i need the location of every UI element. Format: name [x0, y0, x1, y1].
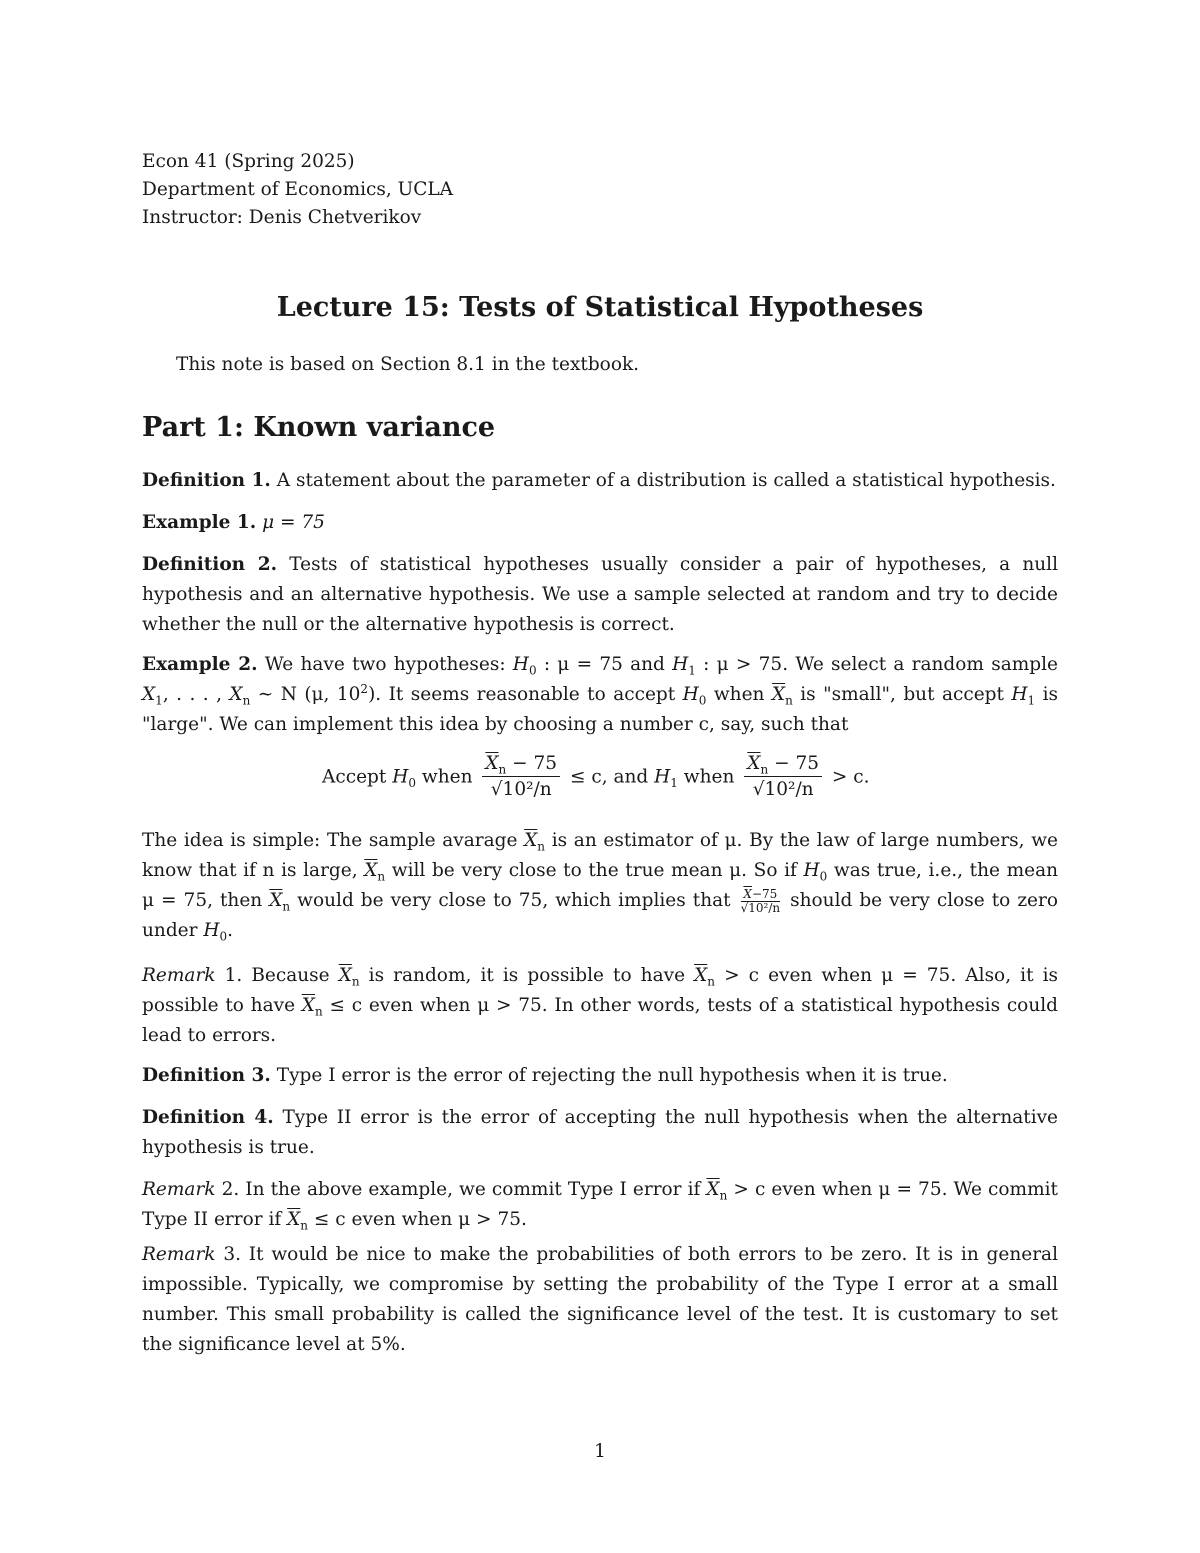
definition-text: Tests of statistical hypotheses usually consider a pair of hypotheses, a null hypothesis and an alternative hypothesis. We use a sample selected at random and try to decide whether the null or the alternative hypothesis is correct. — [142, 554, 1059, 635]
text-run: ∼ N (μ, 10 — [250, 684, 361, 705]
text-run: is an estimator of μ. By the law of large numbers, we know that if n is large, — [142, 830, 1059, 881]
text-run: ≤ c even when μ > 75. In other words, tests of a statistical hypothesis could lead to errors. — [142, 995, 1058, 1046]
example-text: μ = 75 — [262, 512, 325, 533]
subscript: 1 — [670, 776, 678, 791]
text-run: > c even when μ = 75. Also, it is possible to have — [142, 965, 1058, 1016]
math-h1: H — [672, 654, 689, 675]
text-run: − 75 — [506, 753, 558, 774]
math-xbar: $\overline{X}$ — [269, 890, 283, 911]
remark-label: Remark — [142, 965, 216, 986]
remark-label: Remark — [142, 1179, 216, 1200]
remark-text: It would be nice to make the probabilities of both errors to be zero. It is in general impossible. Typically, we compromise by setting the probability of the Type I error at a small number. This small probability is called the significance level of the test. It is customary to set the significance level at 5%. — [142, 1244, 1058, 1355]
definition-label: Definition 3. — [142, 1065, 271, 1086]
text-run: The idea is simple: The sample avarage — [142, 830, 525, 851]
subscript: n — [498, 762, 507, 777]
subscript: n — [785, 693, 793, 708]
remark-number: 1. — [215, 965, 243, 986]
definition-label: Definition 2. — [142, 554, 278, 575]
subscript: n — [760, 762, 769, 777]
definition-label: Definition 1. — [142, 470, 271, 491]
definition-1 — [142, 466, 1058, 496]
math-xbar: $\overline{X}$ — [771, 684, 786, 705]
definition-text: Type I error is the error of rejecting the null hypothesis when it is true. — [270, 1065, 948, 1086]
subscript: n — [537, 839, 546, 854]
text-run: should be very close to zero under — [142, 890, 1058, 941]
definition-3 — [142, 1061, 1058, 1091]
definition-label: Definition 4. — [142, 1107, 274, 1128]
source-note: This note is based on Section 8.1 in the textbook. — [176, 354, 640, 375]
denominator: √10²/n — [740, 900, 781, 915]
math-h0: H — [203, 920, 220, 941]
example-label: Example 1. — [142, 512, 257, 533]
definition-text: A statement about the parameter of a distribution is called a statistical hypothesis. — [270, 470, 1056, 491]
department-line: Department of Economics, UCLA — [142, 179, 454, 200]
math-x: X — [229, 684, 243, 705]
subscript: n — [719, 1188, 728, 1203]
text-run: ≤ c, and — [564, 766, 655, 788]
remark-1 — [142, 961, 1058, 1051]
denominator: √10²/n — [752, 779, 814, 800]
subscript: 0 — [819, 869, 828, 884]
subscript: n — [351, 974, 360, 989]
text-run: . — [227, 920, 234, 941]
text-run: > c. — [826, 766, 870, 788]
text-run: Because — [242, 965, 339, 986]
remark-2 — [142, 1175, 1058, 1235]
remark-number: 3. — [215, 1244, 241, 1265]
subscript: n — [282, 899, 291, 914]
text-run: ). It seems reasonable to accept — [368, 684, 683, 705]
math-xbar: $\overline{X}$ — [524, 830, 538, 851]
instructor-line: Instructor: Denis Chetverikov — [142, 207, 422, 228]
math-h0: H — [512, 654, 529, 675]
display-equation — [0, 752, 1200, 814]
lecture-title: Lecture 15: Tests of Statistical Hypotheses — [276, 292, 924, 323]
definition-4 — [142, 1103, 1058, 1163]
text-run: when — [706, 684, 772, 705]
text-run: is random, it is possible to have — [359, 965, 695, 986]
definition-text: Type II error is the error of accepting the null hypothesis when the alternative hypothesis is true. — [142, 1107, 1059, 1158]
math-xbar: $\overline{X}$ — [694, 965, 708, 986]
fraction — [744, 752, 822, 803]
text-run: > c even when μ = 75. We commit Type II error if — [142, 1179, 1058, 1230]
math-h0: H — [682, 684, 699, 705]
subscript: n — [377, 869, 386, 884]
subscript: n — [300, 1218, 309, 1233]
math-xbar: $\overline{X}$ — [287, 1209, 301, 1230]
text-run: ≤ c even when μ > 75. — [308, 1209, 527, 1230]
text-run: − 75 — [768, 753, 820, 774]
math-xbar: $\overline{X}$ — [301, 995, 315, 1016]
part-heading: Part 1: Known variance — [142, 412, 496, 443]
remark-3 — [142, 1240, 1058, 1360]
math-h0: H — [803, 860, 820, 881]
subscript: 0 — [219, 929, 228, 944]
inline-fraction — [741, 888, 781, 915]
example-label: Example 2. — [142, 654, 258, 675]
text-run: In the above example, we commit Type I error if — [239, 1179, 707, 1200]
remark-label: Remark — [142, 1244, 216, 1265]
math-xbar: $\overline{X}$ — [747, 753, 761, 774]
example-1 — [142, 508, 1058, 538]
math-h1: H — [654, 766, 671, 788]
course-header — [142, 148, 453, 232]
subscript: n — [707, 974, 715, 989]
subscript: 1 — [688, 663, 696, 678]
text-run: was true, i.e., the mean μ = 75, then — [142, 860, 1059, 911]
math-h1: H — [1011, 684, 1028, 705]
definition-2 — [142, 550, 1058, 640]
course-line: Econ 41 (Spring 2025) — [142, 151, 355, 172]
subscript: 1 — [155, 693, 163, 708]
text-run: when — [415, 766, 479, 788]
subscript: 1 — [1027, 693, 1036, 708]
text-run: , . . . , — [162, 684, 230, 705]
text-run: : μ = 75 and — [536, 654, 673, 675]
text-run: is "large". We can implement this idea by choosing a number c, say, such that — [142, 684, 1059, 735]
math-xbar: $\overline{X}$ — [743, 886, 752, 901]
subscript: n — [242, 693, 251, 708]
idea-paragraph — [142, 826, 1058, 946]
text-run: will be very close to the true mean μ. So if — [385, 860, 804, 881]
math-xbar: $\overline{X}$ — [485, 753, 499, 774]
text-run: We have two hypotheses: — [257, 654, 513, 675]
text-run: −75 — [751, 886, 778, 901]
subscript: 0 — [408, 776, 416, 791]
text-run: would be very close to 75, which implies that — [290, 890, 738, 911]
example-2 — [142, 650, 1058, 740]
text-run: is "small", but accept — [792, 684, 1012, 705]
page-number: 1 — [594, 1441, 606, 1462]
math-xbar: $\overline{X}$ — [706, 1179, 720, 1200]
remark-number: 2. — [215, 1179, 240, 1200]
math-h0: H — [392, 766, 409, 788]
fraction — [482, 752, 560, 803]
denominator: √10²/n — [490, 779, 552, 800]
text-run: : μ > 75. We select a random sample — [695, 654, 1058, 675]
text-run: when — [677, 766, 741, 788]
text-run: Accept — [322, 766, 393, 788]
subscript: n — [314, 1004, 323, 1019]
subscript: 0 — [528, 663, 537, 678]
subscript: 0 — [698, 693, 707, 708]
math-x: X — [142, 684, 156, 705]
math-xbar: $\overline{X}$ — [338, 965, 352, 986]
superscript: 2 — [360, 681, 369, 696]
math-xbar: $\overline{X}$ — [364, 860, 378, 881]
